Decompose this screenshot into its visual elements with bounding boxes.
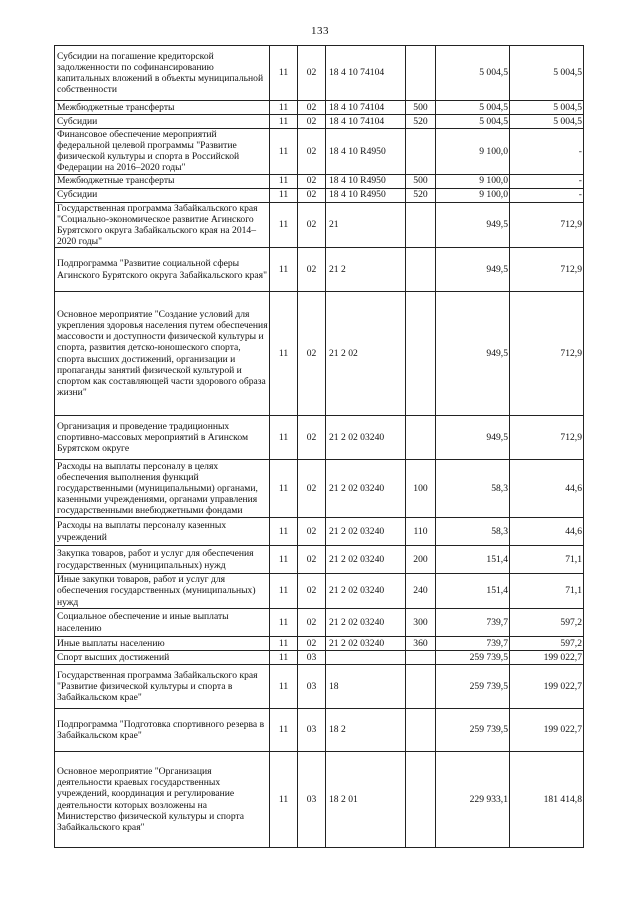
row-target-code-cell: 18 4 10 R4950 xyxy=(326,174,406,188)
row-target-code-cell: 18 2 01 xyxy=(326,752,406,848)
row-expense-type-cell: 100 xyxy=(406,460,436,518)
row-expense-type-cell xyxy=(406,416,436,460)
row-amount-1-cell: 5 004,5 xyxy=(436,46,510,101)
row-target-code-cell: 21 2 02 03240 xyxy=(326,416,406,460)
row-amount-1-cell: 739,7 xyxy=(436,609,510,637)
row-subsection-cell: 02 xyxy=(298,574,326,609)
row-amount-2-cell: 44,6 xyxy=(510,518,584,546)
row-target-code-cell: 18 4 10 74104 xyxy=(326,46,406,101)
row-expense-type-cell: 520 xyxy=(406,188,436,202)
table-row xyxy=(55,115,584,129)
row-expense-type-cell: 300 xyxy=(406,609,436,637)
table-row xyxy=(55,709,584,752)
row-name-cell: Иные выплаты населению xyxy=(55,637,270,651)
row-subsection-cell: 02 xyxy=(298,292,326,416)
row-section-cell: 11 xyxy=(270,609,298,637)
row-section-cell: 11 xyxy=(270,188,298,202)
row-expense-type-cell xyxy=(406,46,436,101)
row-expense-type-cell xyxy=(406,292,436,416)
table-row xyxy=(55,46,584,101)
row-section-cell: 11 xyxy=(270,752,298,848)
row-amount-1-cell: 58,3 xyxy=(436,518,510,546)
row-section-cell: 11 xyxy=(270,709,298,752)
row-amount-2-cell: 181 414,8 xyxy=(510,752,584,848)
row-name-cell: Основное мероприятие "Организация деятельности краевых государственных учреждений, координация и регулирование деятельности которых возложены на Министерство физической культуры и спорта Забайкальского края" xyxy=(55,752,270,848)
row-subsection-cell: 02 xyxy=(298,518,326,546)
row-target-code-cell: 18 xyxy=(326,665,406,709)
row-amount-1-cell: 9 100,0 xyxy=(436,129,510,175)
row-amount-2-cell: - xyxy=(510,174,584,188)
row-amount-1-cell: 739,7 xyxy=(436,637,510,651)
row-name-cell: Субсидии xyxy=(55,188,270,202)
row-expense-type-cell xyxy=(406,202,436,248)
row-name-cell: Государственная программа Забайкальского края "Социально-экономическое развитие Агинского Бурятского округа Забайкальского края на 2014–2020 годы" xyxy=(55,202,270,248)
row-section-cell: 11 xyxy=(270,651,298,665)
table-row xyxy=(55,546,584,574)
row-amount-2-cell: 597,2 xyxy=(510,609,584,637)
row-subsection-cell: 02 xyxy=(298,46,326,101)
row-name-cell: Иные закупки товаров, работ и услуг для обеспечения государственных (муниципальных) нужд xyxy=(55,574,270,609)
row-target-code-cell: 21 2 02 xyxy=(326,292,406,416)
row-subsection-cell: 02 xyxy=(298,101,326,115)
row-name-cell: Подпрограмма "Развитие социальной сферы Агинского Бурятского округа Забайкальского края" xyxy=(55,248,270,292)
row-name-cell: Расходы на выплаты персоналу казенных учреждений xyxy=(55,518,270,546)
row-amount-1-cell: 9 100,0 xyxy=(436,188,510,202)
table-row xyxy=(55,574,584,609)
row-name-cell: Финансовое обеспечение мероприятий федеральной целевой программы "Развитие физической культуры и спорта в Российской Федерации на 2016–2020 годы" xyxy=(55,129,270,175)
table-row xyxy=(55,752,584,848)
row-section-cell: 11 xyxy=(270,115,298,129)
row-subsection-cell: 02 xyxy=(298,460,326,518)
row-section-cell: 11 xyxy=(270,460,298,518)
row-amount-1-cell: 949,5 xyxy=(436,248,510,292)
row-section-cell: 11 xyxy=(270,101,298,115)
row-subsection-cell: 03 xyxy=(298,665,326,709)
row-expense-type-cell: 500 xyxy=(406,101,436,115)
row-name-cell: Организация и проведение традиционных спортивно-массовых мероприятий в Агинском Бурятском округе xyxy=(55,416,270,460)
row-amount-2-cell: - xyxy=(510,129,584,175)
row-target-code-cell: 21 2 02 03240 xyxy=(326,546,406,574)
row-expense-type-cell xyxy=(406,248,436,292)
row-section-cell: 11 xyxy=(270,546,298,574)
row-amount-1-cell: 151,4 xyxy=(436,574,510,609)
row-expense-type-cell: 110 xyxy=(406,518,436,546)
table-row xyxy=(55,292,584,416)
row-section-cell: 11 xyxy=(270,574,298,609)
row-target-code-cell xyxy=(326,651,406,665)
row-expense-type-cell: 520 xyxy=(406,115,436,129)
row-subsection-cell: 02 xyxy=(298,637,326,651)
row-expense-type-cell xyxy=(406,752,436,848)
row-target-code-cell: 21 xyxy=(326,202,406,248)
table-row xyxy=(55,416,584,460)
row-name-cell: Субсидии на погашение кредиторской задолженности по софинансированию капитальных вложений в объекты муниципальной собственности xyxy=(55,46,270,101)
row-name-cell: Межбюджетные трансферты xyxy=(55,174,270,188)
row-amount-2-cell: 199 022,7 xyxy=(510,665,584,709)
row-target-code-cell: 21 2 02 03240 xyxy=(326,518,406,546)
row-amount-1-cell: 9 100,0 xyxy=(436,174,510,188)
table-row xyxy=(55,651,584,665)
row-amount-1-cell: 259 739,5 xyxy=(436,651,510,665)
row-section-cell: 11 xyxy=(270,129,298,175)
row-name-cell: Закупка товаров, работ и услуг для обеспечения государственных (муниципальных) нужд xyxy=(55,546,270,574)
row-amount-2-cell: 712,9 xyxy=(510,202,584,248)
table-row xyxy=(55,174,584,188)
row-name-cell: Основное мероприятие "Создание условий для укрепления здоровья населения путем обеспечения массовости и доступности физической культуры и спорта, развития детско-юношеского спорта, спорта высших достижений, организации и пропаганды занятий физической культурой и спортом как составляющей части здорового образа жизни" xyxy=(55,292,270,416)
row-amount-2-cell: 712,9 xyxy=(510,416,584,460)
row-expense-type-cell xyxy=(406,665,436,709)
row-subsection-cell: 02 xyxy=(298,546,326,574)
row-expense-type-cell xyxy=(406,129,436,175)
row-name-cell: Подпрограмма "Подготовка спортивного резерва в Забайкальском крае" xyxy=(55,709,270,752)
row-target-code-cell: 18 4 10 74104 xyxy=(326,101,406,115)
row-expense-type-cell: 500 xyxy=(406,174,436,188)
table-row xyxy=(55,248,584,292)
table-row xyxy=(55,202,584,248)
row-expense-type-cell xyxy=(406,709,436,752)
row-amount-1-cell: 259 739,5 xyxy=(436,665,510,709)
row-target-code-cell: 21 2 02 03240 xyxy=(326,609,406,637)
row-amount-2-cell: 5 004,5 xyxy=(510,115,584,129)
row-name-cell: Социальное обеспечение и иные выплаты населению xyxy=(55,609,270,637)
row-amount-2-cell: 712,9 xyxy=(510,292,584,416)
table-row xyxy=(55,129,584,175)
row-subsection-cell: 03 xyxy=(298,752,326,848)
row-amount-2-cell: 5 004,5 xyxy=(510,46,584,101)
row-amount-2-cell: 44,6 xyxy=(510,460,584,518)
row-subsection-cell: 02 xyxy=(298,416,326,460)
row-amount-1-cell: 949,5 xyxy=(436,202,510,248)
page-number: 133 xyxy=(311,25,329,37)
row-amount-1-cell: 949,5 xyxy=(436,416,510,460)
row-amount-2-cell: 5 004,5 xyxy=(510,101,584,115)
row-target-code-cell: 21 2 02 03240 xyxy=(326,574,406,609)
table-row xyxy=(55,101,584,115)
row-amount-1-cell: 58,3 xyxy=(436,460,510,518)
row-amount-2-cell: 199 022,7 xyxy=(510,651,584,665)
row-name-cell: Межбюджетные трансферты xyxy=(55,101,270,115)
row-amount-2-cell: - xyxy=(510,188,584,202)
table-row xyxy=(55,188,584,202)
row-amount-2-cell: 712,9 xyxy=(510,248,584,292)
row-subsection-cell: 02 xyxy=(298,174,326,188)
row-expense-type-cell: 240 xyxy=(406,574,436,609)
row-section-cell: 11 xyxy=(270,416,298,460)
row-target-code-cell: 18 2 xyxy=(326,709,406,752)
row-target-code-cell: 21 2 02 03240 xyxy=(326,460,406,518)
row-subsection-cell: 02 xyxy=(298,188,326,202)
row-expense-type-cell: 200 xyxy=(406,546,436,574)
row-target-code-cell: 18 4 10 R4950 xyxy=(326,188,406,202)
row-target-code-cell: 18 4 10 74104 xyxy=(326,115,406,129)
row-amount-2-cell: 597,2 xyxy=(510,637,584,651)
row-target-code-cell: 21 2 02 03240 xyxy=(326,637,406,651)
row-amount-1-cell: 949,5 xyxy=(436,292,510,416)
row-subsection-cell: 03 xyxy=(298,651,326,665)
row-name-cell: Государственная программа Забайкальского края "Развитие физической культуры и спорта в Забайкальском крае" xyxy=(55,665,270,709)
table-row xyxy=(55,665,584,709)
row-subsection-cell: 02 xyxy=(298,609,326,637)
row-amount-1-cell: 229 933,1 xyxy=(436,752,510,848)
row-amount-1-cell: 151,4 xyxy=(436,546,510,574)
row-section-cell: 11 xyxy=(270,174,298,188)
table-row xyxy=(55,518,584,546)
row-amount-1-cell: 5 004,5 xyxy=(436,101,510,115)
table-row xyxy=(55,609,584,637)
table-row xyxy=(55,460,584,518)
row-amount-2-cell: 71,1 xyxy=(510,546,584,574)
row-section-cell: 11 xyxy=(270,248,298,292)
row-target-code-cell: 18 4 10 R4950 xyxy=(326,129,406,175)
row-target-code-cell: 21 2 xyxy=(326,248,406,292)
row-subsection-cell: 02 xyxy=(298,115,326,129)
row-section-cell: 11 xyxy=(270,665,298,709)
row-name-cell: Субсидии xyxy=(55,115,270,129)
row-name-cell: Расходы на выплаты персоналу в целях обеспечения выполнения функций государственными (муниципальными) органами, казенными учреждениями, органами управления государственными внебюджетными фондами xyxy=(55,460,270,518)
budget-table xyxy=(54,45,584,848)
row-amount-2-cell: 199 022,7 xyxy=(510,709,584,752)
row-section-cell: 11 xyxy=(270,46,298,101)
row-subsection-cell: 02 xyxy=(298,202,326,248)
row-subsection-cell: 02 xyxy=(298,129,326,175)
row-expense-type-cell xyxy=(406,651,436,665)
row-amount-1-cell: 259 739,5 xyxy=(436,709,510,752)
row-expense-type-cell: 360 xyxy=(406,637,436,651)
table-row xyxy=(55,637,584,651)
row-section-cell: 11 xyxy=(270,637,298,651)
row-section-cell: 11 xyxy=(270,518,298,546)
row-section-cell: 11 xyxy=(270,202,298,248)
row-subsection-cell: 02 xyxy=(298,248,326,292)
row-section-cell: 11 xyxy=(270,292,298,416)
row-subsection-cell: 03 xyxy=(298,709,326,752)
row-amount-1-cell: 5 004,5 xyxy=(436,115,510,129)
row-name-cell: Спорт высших достижений xyxy=(55,651,270,665)
row-amount-2-cell: 71,1 xyxy=(510,574,584,609)
